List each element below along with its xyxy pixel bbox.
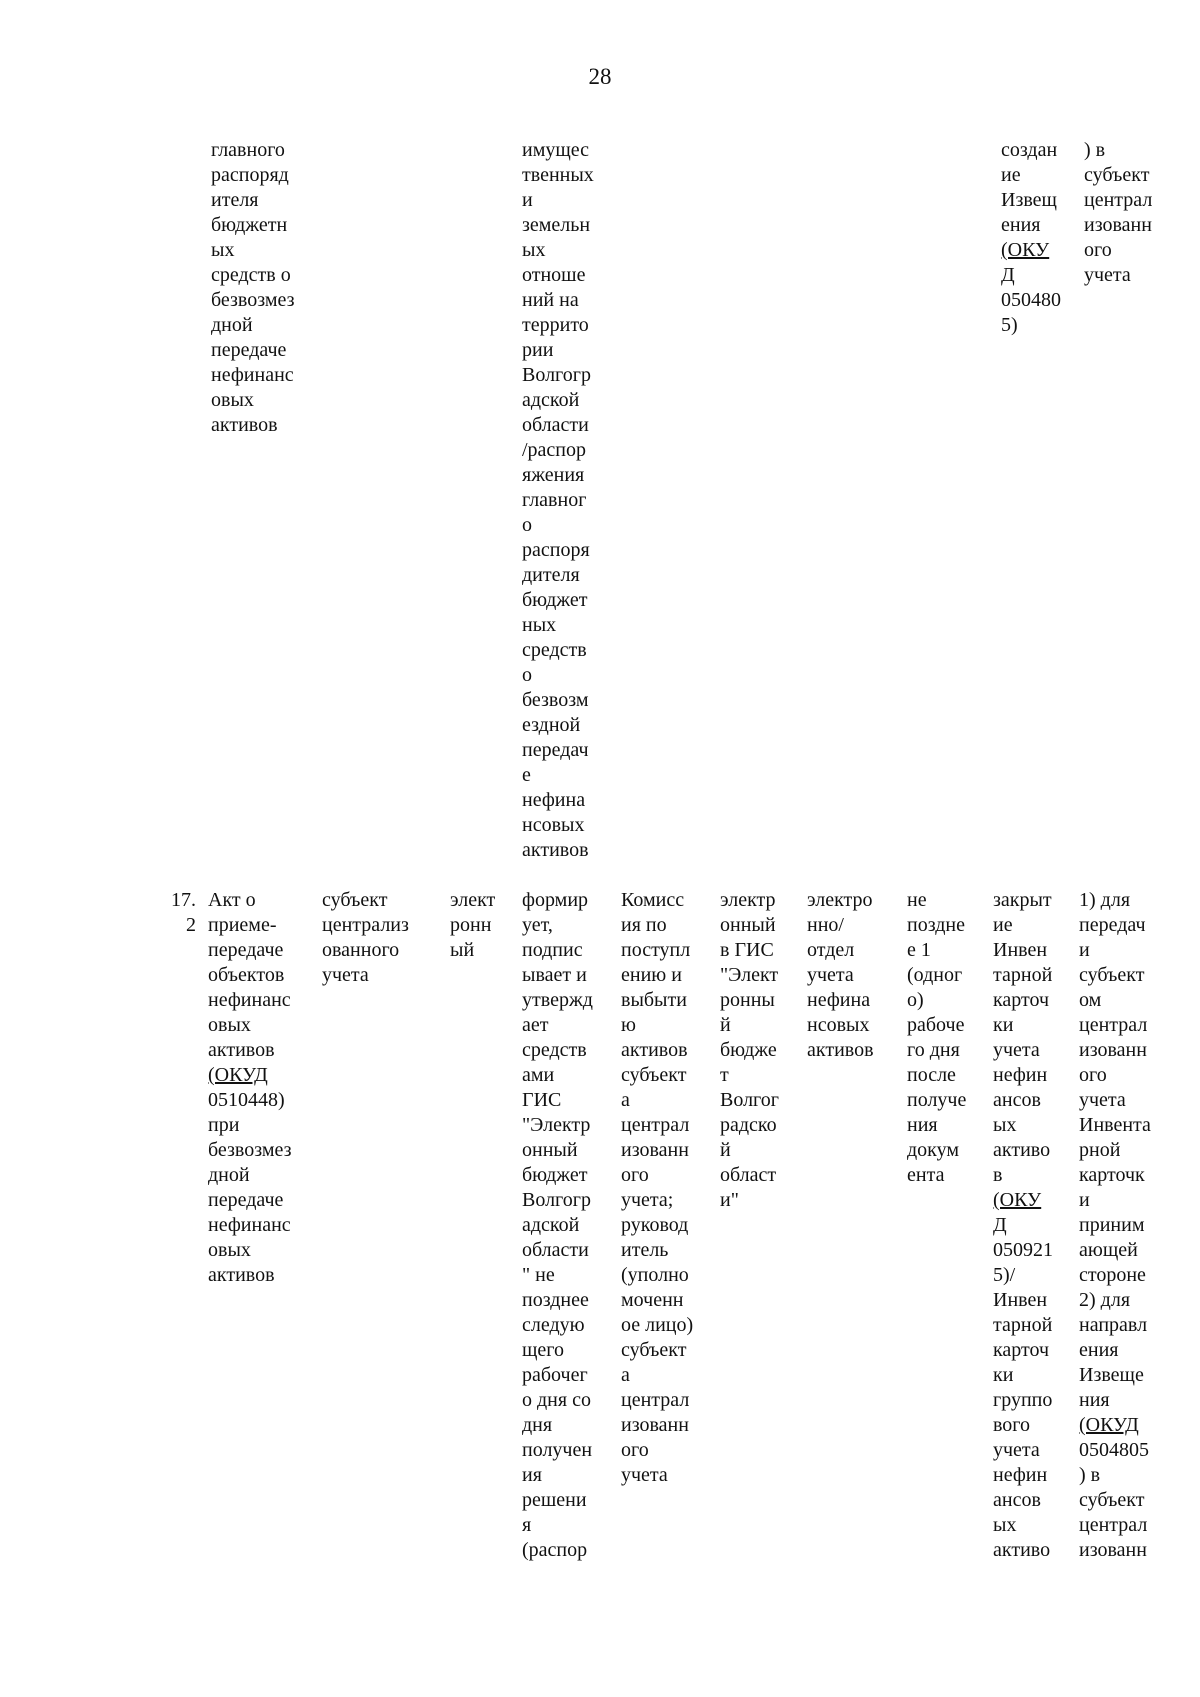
text-line: изованн: [621, 1414, 689, 1436]
term-cell: [907, 888, 966, 1188]
text-line: элект: [450, 889, 496, 911]
destination-cell: [1079, 888, 1151, 1563]
text-line: рабочег: [522, 1364, 588, 1386]
text-line: карточк: [1079, 1164, 1145, 1186]
text-line: электр: [720, 889, 776, 911]
text-line: Волгог: [720, 1089, 779, 1111]
text-line: ронн: [450, 914, 492, 936]
text-line: централ: [1079, 1014, 1148, 1036]
text-line: Инвента: [1079, 1114, 1151, 1136]
document-name-cell: [208, 888, 292, 1288]
text-line: 050921: [993, 1239, 1053, 1261]
text-line: следую: [522, 1314, 585, 1336]
text-line: нефин: [993, 1064, 1048, 1086]
text-line: нефинанс: [208, 989, 291, 1011]
text-line: дной: [211, 314, 253, 336]
text-line: о): [907, 989, 924, 1011]
text-line: получен: [522, 1439, 593, 1461]
action-description-cell: [522, 888, 593, 1563]
text-line: нефина: [522, 789, 586, 811]
text-line: учета: [1084, 264, 1131, 286]
text-line: централ: [1079, 1514, 1148, 1536]
text-line: ает: [522, 1014, 549, 1036]
text-line: 5)/: [993, 1264, 1016, 1286]
text-line: главного: [211, 139, 285, 161]
text-line: нефин: [993, 1464, 1048, 1486]
text-line: изованн: [1084, 214, 1152, 236]
text-line: докум: [907, 1139, 960, 1161]
storage-cell: [807, 888, 874, 1063]
text-line: и: [1079, 939, 1090, 961]
text-line: о: [522, 664, 532, 686]
text-line: /распор: [522, 439, 587, 461]
text-line: дной: [208, 1164, 250, 1186]
text-line: субъект: [1079, 1489, 1145, 1511]
text-line: области: [522, 1239, 589, 1261]
text-line: твенных: [522, 164, 594, 186]
text-line: дителя: [522, 564, 580, 586]
text-line: Д: [993, 1214, 1007, 1236]
text-line: руковод: [621, 1214, 689, 1236]
text-line: нно/: [807, 914, 844, 936]
text-line: имущес: [522, 139, 590, 161]
text-line: рии: [522, 339, 554, 361]
text-line: ых: [211, 239, 235, 261]
text-line: учета: [993, 1039, 1040, 1061]
text-line: 5): [1001, 314, 1018, 336]
text-line: Извещ: [1001, 189, 1057, 211]
system-cell: [720, 888, 779, 1213]
text-line: ия по: [621, 914, 667, 936]
text-line: централ: [621, 1389, 690, 1411]
text-line: 2: [186, 914, 196, 936]
text-line: передач: [522, 739, 589, 761]
text-line: субъект: [322, 889, 388, 911]
commission-cell: [621, 888, 693, 1488]
text-line: нсовых: [807, 1014, 870, 1036]
text-line: (уполно: [621, 1264, 689, 1286]
text-line: й: [720, 1139, 731, 1161]
text-line: ия: [522, 1464, 542, 1486]
responsible-subject-cell: [322, 888, 409, 988]
text-line: бюдже: [720, 1039, 777, 1061]
text-line: т: [720, 1064, 729, 1086]
text-line: го дня: [907, 1039, 960, 1061]
text-line: отдел: [807, 939, 855, 961]
text-line: централиз: [322, 914, 409, 936]
row-number-cell: [166, 888, 196, 938]
text-line: учета: [807, 964, 854, 986]
cont-result-cell: [1001, 138, 1061, 338]
text-line: передаче: [211, 339, 287, 361]
text-line: не: [907, 889, 927, 911]
document-form-cell: [450, 888, 495, 963]
text-line: тарной: [993, 1314, 1053, 1336]
text-line: ки: [993, 1364, 1014, 1386]
text-line: бюджет: [522, 1164, 588, 1186]
text-line: овых: [208, 1014, 251, 1036]
text-line: ие: [993, 914, 1013, 936]
text-line: в ГИС: [720, 939, 774, 961]
text-line: учета: [621, 1464, 668, 1486]
text-line: ронны: [720, 989, 775, 1011]
text-line: ами: [522, 1064, 555, 1086]
text-line: распоряд: [211, 164, 289, 186]
text-line: (ОКУ: [993, 1189, 1042, 1211]
text-line: передаче: [208, 939, 284, 961]
text-line: централ: [621, 1114, 690, 1136]
text-line: Извеще: [1079, 1364, 1144, 1386]
text-line: ует,: [522, 914, 553, 936]
text-line: главног: [522, 489, 587, 511]
text-line: создан: [1001, 139, 1058, 161]
text-line: отноше: [522, 264, 586, 286]
text-line: 0504805: [1079, 1439, 1149, 1461]
text-line: активов: [211, 414, 278, 436]
text-line: объектов: [208, 964, 285, 986]
text-line: 17.: [171, 889, 196, 911]
text-line: нефина: [807, 989, 871, 1011]
text-line: рной: [1079, 1139, 1121, 1161]
text-line: Волгогр: [522, 1189, 591, 1211]
text-line: онный: [522, 1139, 578, 1161]
text-line: и": [720, 1189, 739, 1211]
text-line: учета: [1079, 1089, 1126, 1111]
text-line: ных: [522, 614, 557, 636]
text-line: вого: [993, 1414, 1031, 1436]
text-line: ованного: [322, 939, 400, 961]
text-line: получе: [907, 1089, 967, 1111]
text-line: й: [720, 1014, 731, 1036]
text-line: Д: [1001, 264, 1015, 286]
text-line: безвозм: [522, 689, 589, 711]
text-line: о: [522, 514, 532, 536]
text-line: в: [993, 1164, 1003, 1186]
text-line: ) в: [1079, 1464, 1101, 1486]
text-line: ансов: [993, 1489, 1041, 1511]
text-line: средств: [522, 639, 587, 661]
result-cell: [993, 888, 1053, 1563]
text-line: группо: [993, 1389, 1053, 1411]
text-line: ) в: [1084, 139, 1106, 161]
text-line: итель: [621, 1239, 669, 1261]
text-line: област: [720, 1164, 777, 1186]
text-line: ента: [907, 1164, 945, 1186]
text-line: ения: [1001, 214, 1041, 236]
cont-action-cell: [522, 138, 594, 863]
text-line: приним: [1079, 1214, 1145, 1236]
text-line: ГИС: [522, 1089, 562, 1111]
text-line: ого: [1084, 239, 1112, 261]
text-line: а: [621, 1089, 630, 1111]
text-line: нефинанс: [208, 1214, 291, 1236]
text-line: ния: [907, 1114, 938, 1136]
text-line: стороне: [1079, 1264, 1146, 1286]
text-line: передаче: [208, 1189, 284, 1211]
text-line: субъект: [621, 1064, 687, 1086]
text-line: ки: [993, 1014, 1014, 1036]
cont-document-cell: [211, 138, 295, 438]
text-line: ывает и: [522, 964, 587, 986]
text-line: 0510448): [208, 1089, 285, 1111]
text-line: безвозмез: [208, 1139, 292, 1161]
text-line: я: [522, 1514, 532, 1536]
page-number: 28: [588, 64, 612, 89]
text-line: закрыт: [993, 889, 1052, 911]
text-line: "Элект: [720, 964, 779, 986]
text-line: ансов: [993, 1089, 1041, 1111]
text-line: (распор: [522, 1539, 588, 1561]
text-line: нефинанс: [211, 364, 294, 386]
text-line: ых: [993, 1114, 1017, 1136]
text-line: рабоче: [907, 1014, 965, 1036]
text-line: карточ: [993, 1339, 1050, 1361]
text-line: изованн: [1079, 1539, 1147, 1561]
text-line: (одног: [907, 964, 963, 986]
text-line: ого: [621, 1439, 649, 1461]
text-line: активов: [522, 839, 589, 861]
text-line: 2) для: [1079, 1289, 1131, 1311]
text-line: ителя: [211, 189, 259, 211]
text-line: овых: [211, 389, 254, 411]
text-line: учета;: [621, 1189, 674, 1211]
text-line: ю: [621, 1014, 636, 1036]
text-line: поступл: [621, 939, 691, 961]
text-line: выбыти: [621, 989, 687, 1011]
text-line: моченн: [621, 1289, 684, 1311]
text-line: позднее: [522, 1289, 589, 1311]
text-line: и: [1079, 1189, 1090, 1211]
text-line: Волгогр: [522, 364, 591, 386]
text-line: террито: [522, 314, 589, 336]
text-line: адской: [522, 1214, 580, 1236]
text-line: ых: [522, 239, 546, 261]
text-line: ых: [993, 1514, 1017, 1536]
text-line: ого: [621, 1164, 649, 1186]
text-line: 1) для: [1079, 889, 1131, 911]
text-line: субъект: [1079, 964, 1145, 986]
text-line: Инвен: [993, 1289, 1048, 1311]
text-line: (ОКУ: [1001, 239, 1050, 261]
text-line: щего: [522, 1339, 564, 1361]
text-line: направл: [1079, 1314, 1148, 1336]
text-line: нсовых: [522, 814, 585, 836]
text-line: ом: [1079, 989, 1102, 1011]
text-line: учета: [993, 1439, 1040, 1461]
text-line: области: [522, 414, 589, 436]
text-line: онный: [720, 914, 776, 936]
text-line: решени: [522, 1489, 587, 1511]
cont-destination-cell: [1084, 138, 1152, 288]
text-line: электро: [807, 889, 873, 911]
text-line: централ: [1084, 189, 1153, 211]
text-line: ающей: [1079, 1239, 1138, 1261]
text-line: Инвен: [993, 939, 1048, 961]
text-line: ний на: [522, 289, 579, 311]
text-line: приеме-: [208, 914, 277, 936]
text-line: Комисс: [621, 889, 685, 911]
text-line: средств о: [211, 264, 291, 286]
text-line: активов: [208, 1264, 275, 1286]
text-line: е 1: [907, 939, 931, 961]
text-line: изованн: [621, 1139, 689, 1161]
text-line: о дня со: [522, 1389, 591, 1411]
text-line: (ОКУД: [208, 1064, 268, 1086]
text-line: " не: [522, 1264, 555, 1286]
text-line: Акт о: [208, 889, 256, 911]
text-line: и: [522, 189, 533, 211]
text-line: при: [208, 1114, 240, 1136]
text-line: ого: [1079, 1064, 1107, 1086]
text-line: поздне: [907, 914, 965, 936]
text-line: ое лицо): [621, 1314, 694, 1336]
text-line: бюджет: [522, 589, 588, 611]
text-line: ый: [450, 939, 475, 961]
text-line: ению и: [621, 964, 682, 986]
text-line: безвозмез: [211, 289, 295, 311]
text-line: формир: [522, 889, 589, 911]
text-line: передач: [1079, 914, 1146, 936]
text-line: средств: [522, 1039, 587, 1061]
text-line: после: [907, 1064, 956, 1086]
text-line: ездной: [522, 714, 581, 736]
text-line: субъект: [621, 1339, 687, 1361]
text-line: активов: [807, 1039, 874, 1061]
text-line: учета: [322, 964, 369, 986]
text-line: тарной: [993, 964, 1053, 986]
text-line: активо: [993, 1539, 1051, 1561]
text-line: дня: [522, 1414, 553, 1436]
text-line: "Электр: [522, 1114, 591, 1136]
text-line: карточ: [993, 989, 1050, 1011]
text-line: радско: [720, 1114, 777, 1136]
text-line: подпис: [522, 939, 583, 961]
text-line: изованн: [1079, 1039, 1147, 1061]
text-line: ения: [1079, 1339, 1119, 1361]
text-line: е: [522, 764, 531, 786]
text-line: распоря: [522, 539, 590, 561]
text-line: (ОКУД: [1079, 1414, 1139, 1436]
text-line: ния: [1079, 1389, 1110, 1411]
text-line: утвержд: [522, 989, 593, 1011]
text-line: активов: [208, 1039, 275, 1061]
text-line: субъект: [1084, 164, 1150, 186]
text-line: 050480: [1001, 289, 1061, 311]
text-line: бюджетн: [211, 214, 288, 236]
text-line: овых: [208, 1239, 251, 1261]
text-line: а: [621, 1364, 630, 1386]
text-line: активо: [993, 1139, 1051, 1161]
text-line: ие: [1001, 164, 1021, 186]
text-line: земельн: [522, 214, 591, 236]
text-line: адской: [522, 389, 580, 411]
text-line: яжения: [522, 464, 585, 486]
text-line: активов: [621, 1039, 688, 1061]
